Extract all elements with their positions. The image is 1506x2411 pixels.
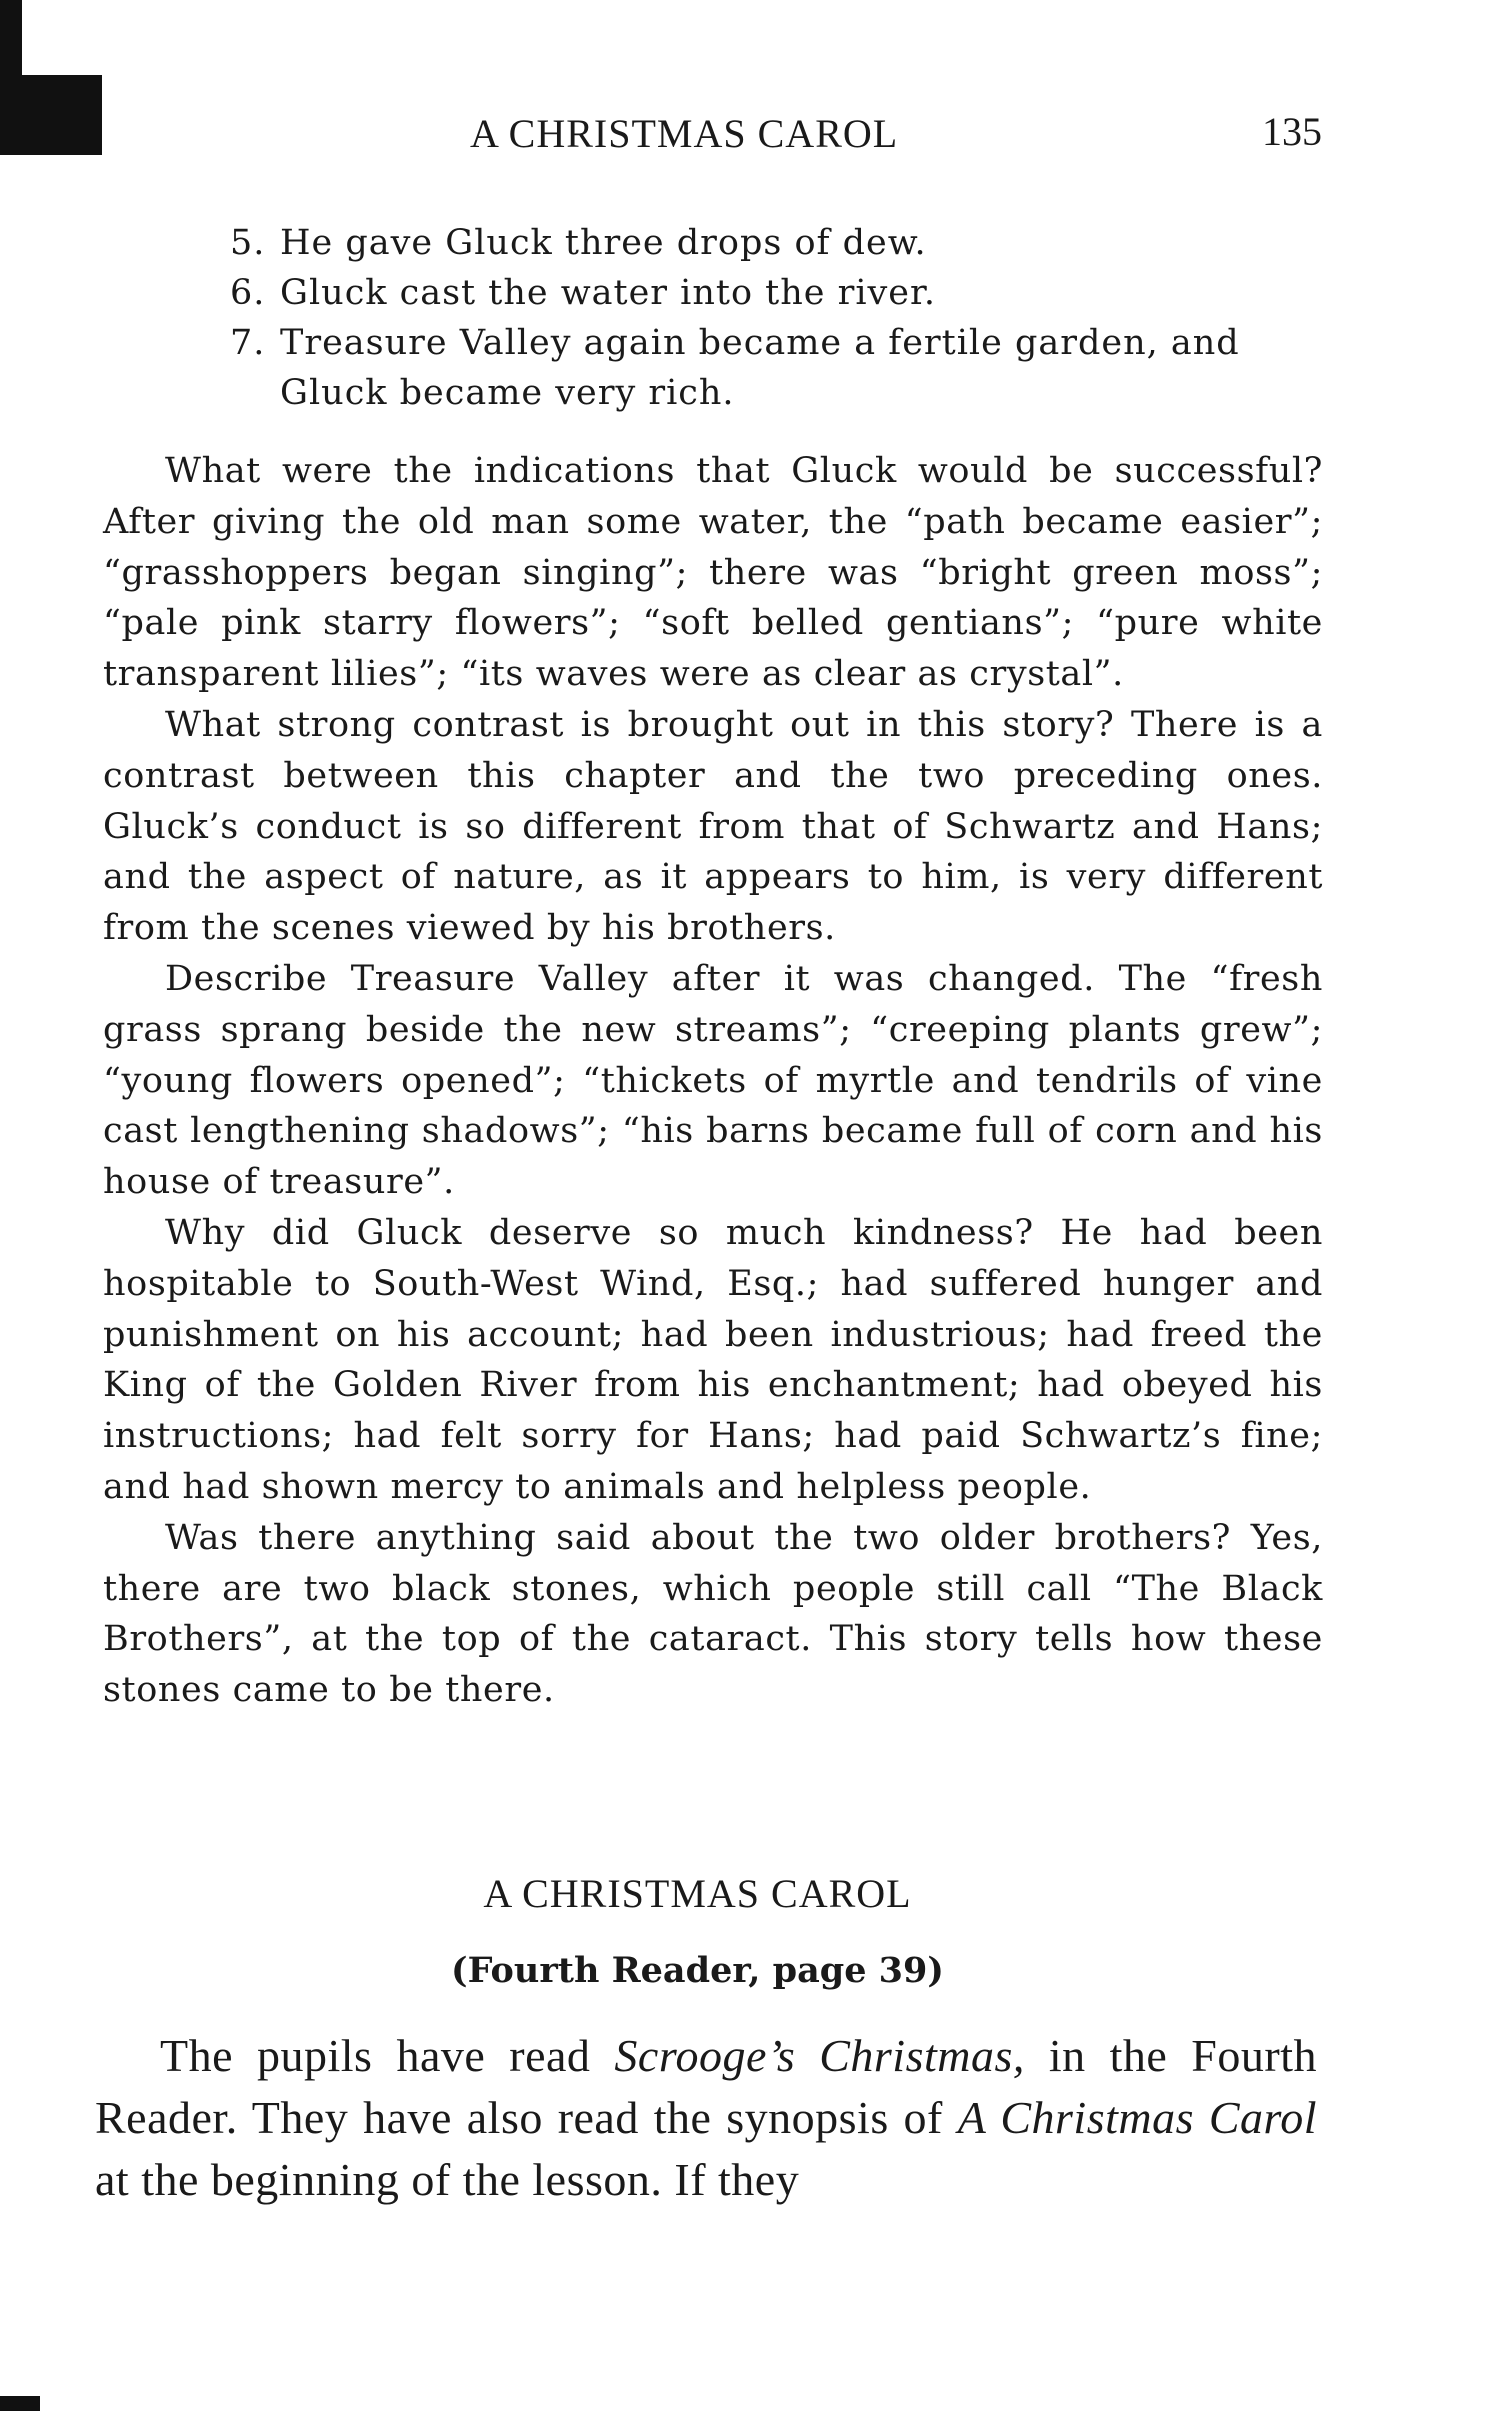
paragraph-question: What were the indications that Gluck would be successful? xyxy=(165,451,1323,491)
lead-title-2: A Christmas Carol xyxy=(957,2092,1318,2143)
list-item-number: 5. xyxy=(230,223,266,263)
body-text xyxy=(103,446,1323,1716)
lead-paragraph xyxy=(95,2025,1317,2211)
paragraph-answer: The “fresh grass sprang beside the new streams”; “creeping plants grew”; “young flowers opened”; “thickets of myrtle and tendrils of vine cast lengthening shadows”; “his barns became full of corn and his house of treasure”. xyxy=(103,958,1323,1203)
paragraph xyxy=(103,1513,1323,1716)
page-edge-mark-foot xyxy=(22,75,102,155)
paragraph-question: Describe Treasure Valley after it was changed. xyxy=(165,958,1095,999)
paragraph-answer: There is a contrast between this chapter and the two preceding ones. Gluck’s conduct is so different from that of Schwartz and Hans; and the aspect of nature, as it appears to him, is very different from the scenes viewed by his brothers. xyxy=(103,704,1323,949)
lead-part-2: in the Fourth Reader. They have also read the synopsis of xyxy=(95,2030,1317,2143)
paragraph-answer: Yes, there are two black stones, which people still call “The Black Brothers”, at the top of the cataract. This story tells how these stones came to be there. xyxy=(103,1517,1323,1711)
section-title: A CHRISTMAS CAROL xyxy=(483,1871,912,1916)
paragraph-answer: After giving the old man some water, the “path became easier”; “grasshoppers began singing”; there was “bright green moss”; “pale pink starry flowers”; “soft belled gentians”; “pure white transparent lilies”; “its waves were as clear as crystal”. xyxy=(103,501,1323,695)
list-item xyxy=(230,318,1320,418)
paragraph xyxy=(103,700,1323,954)
list-item-text: Treasure Valley again became a fertile garden, and Gluck became very rich. xyxy=(280,323,1240,413)
paragraph-question: What strong contrast is brought out in this story? xyxy=(165,704,1115,745)
lead-part-3: at the beginning of the lesson. If they xyxy=(95,2154,800,2205)
list-item-number: 7. xyxy=(230,323,266,363)
running-head: A CHRISTMAS CAROL xyxy=(470,111,899,156)
paragraph-question: Why did Gluck deserve so much kindness? xyxy=(165,1212,1034,1253)
lead-title-1: Scrooge’s Christmas, xyxy=(614,2030,1025,2081)
page-bottom-mark xyxy=(0,2396,40,2411)
lead-part-1: The pupils have read xyxy=(160,2030,591,2081)
section-subtitle: (Fourth Reader, page 39) xyxy=(451,1950,944,1991)
page-edge-mark xyxy=(0,0,22,155)
paragraph xyxy=(103,1208,1323,1513)
numbered-list xyxy=(230,218,1320,418)
paragraph-answer: He had been hospitable to South-West Wind, Esq.; had suffered hunger and punishment on his account; had been industrious; had freed the King of the Golden River from his enchantment; had obeyed his instructions; had felt sorry for Hans; had paid Schwartz’s fine; and had shown mercy to animals and helpless people. xyxy=(103,1212,1324,1507)
paragraph xyxy=(103,446,1323,700)
list-item-text: Gluck cast the water into the river. xyxy=(280,273,937,313)
list-item xyxy=(230,268,1320,318)
list-item-number: 6. xyxy=(230,273,266,313)
list-item xyxy=(230,218,1320,268)
paragraph xyxy=(103,954,1323,1208)
page-number: 135 xyxy=(1262,109,1322,154)
list-item-text: He gave Gluck three drops of dew. xyxy=(280,223,927,263)
lead-text xyxy=(95,2025,1317,2211)
paragraph-question: Was there anything said about the two older brothers? xyxy=(165,1517,1232,1558)
